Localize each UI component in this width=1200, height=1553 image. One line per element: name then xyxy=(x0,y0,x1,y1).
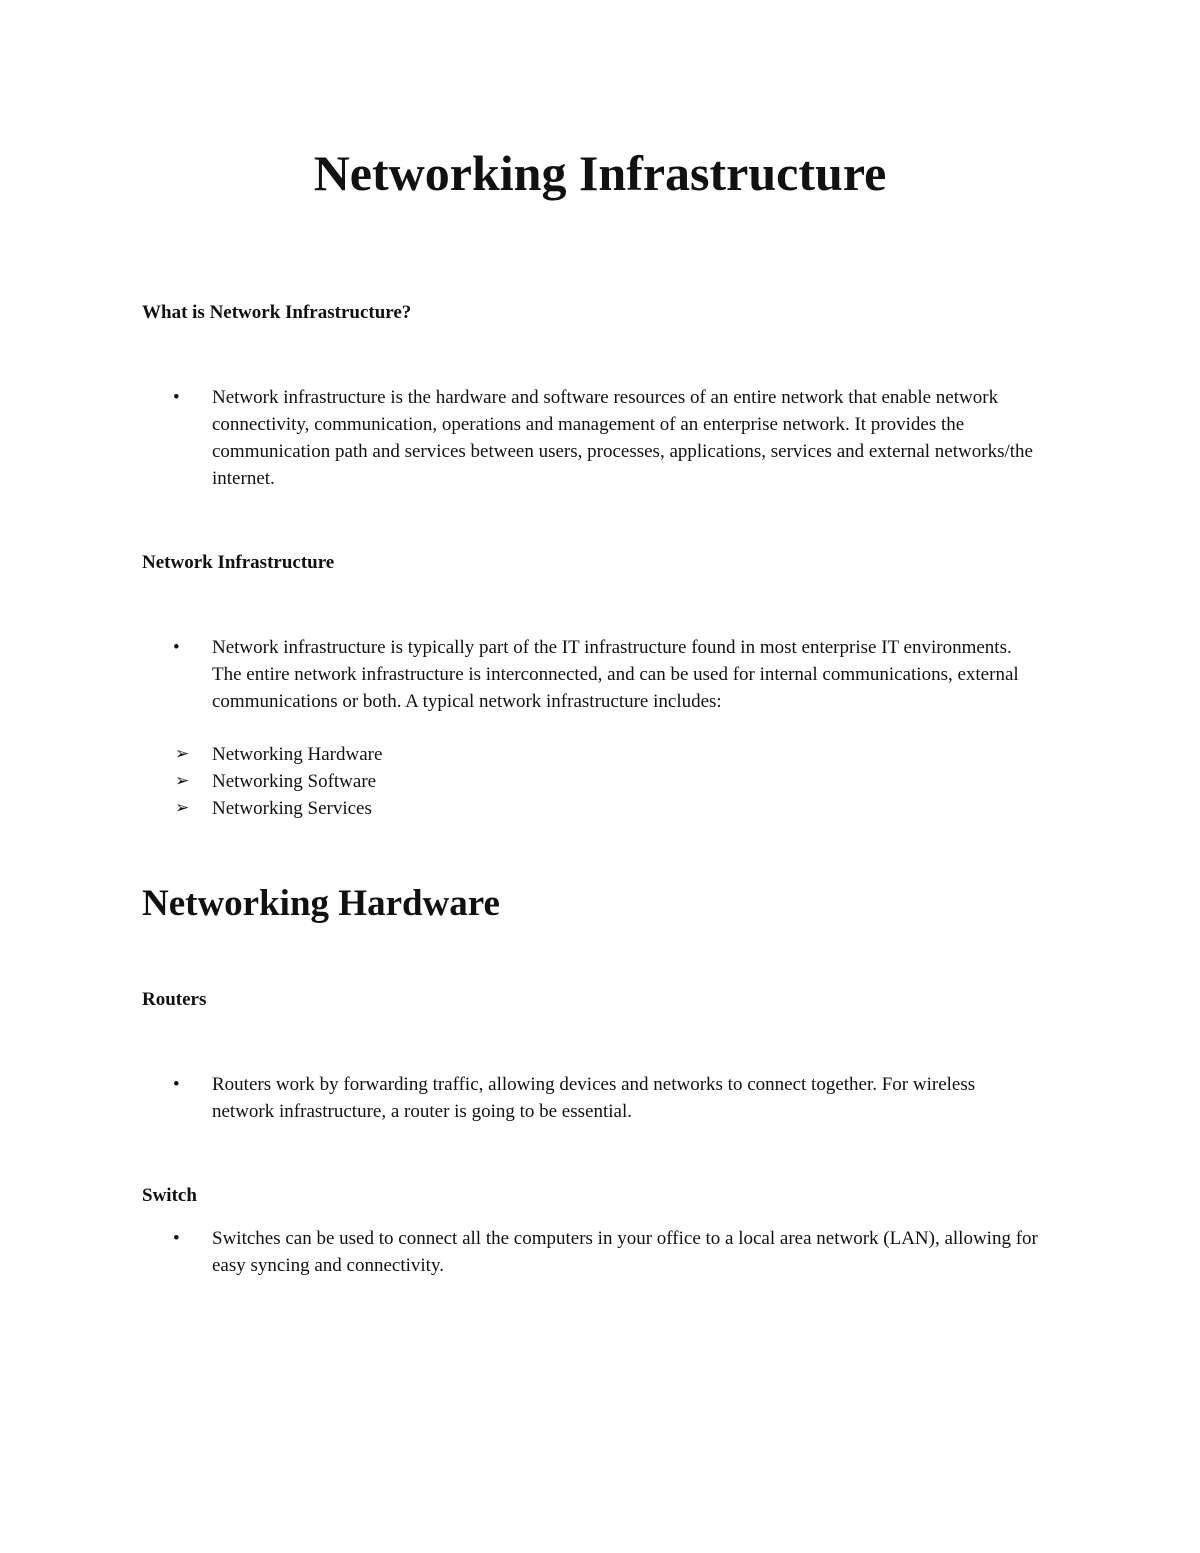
list-item xyxy=(142,795,1042,822)
bullet-icon: • xyxy=(173,1228,180,1249)
heading-what-is-network-infrastructure: What is Network Infrastructure? xyxy=(142,302,412,323)
list-item xyxy=(142,1225,1042,1279)
arrow-list-components xyxy=(142,741,1042,822)
section-title-networking-hardware: Networking Hardware xyxy=(142,883,500,924)
bullet-icon: • xyxy=(173,1074,180,1095)
bullet-list-section2 xyxy=(142,634,1042,715)
list-item-text: Networking Services xyxy=(212,798,372,819)
list-item-text: Network infrastructure is typically part of the IT infrastructure found in most enterprise IT environments. The entire network infrastructure is interconnected, and can be used for internal communications, external communications or both. A typical network infrastructure includes: xyxy=(212,637,1019,712)
heading-switch: Switch xyxy=(142,1185,197,1206)
list-item-text: Networking Software xyxy=(212,771,377,792)
bullet-icon: • xyxy=(173,637,180,658)
list-item xyxy=(142,384,1042,492)
list-item-text: Network infrastructure is the hardware and software resources of an entire network that enable network connectivity, communication, operations and management of an enterprise network. It provides the communication path and services between users, processes, applications, services and external networks/the internet. xyxy=(212,387,1033,489)
list-item xyxy=(142,768,1042,795)
arrow-bullet-icon: ➢ xyxy=(175,798,190,818)
bullet-list-switch xyxy=(142,1225,1042,1279)
list-item xyxy=(142,634,1042,715)
bullet-icon: • xyxy=(173,387,180,408)
document-title: Networking Infrastructure xyxy=(313,145,887,201)
list-item-text: Networking Hardware xyxy=(212,744,383,765)
arrow-bullet-icon: ➢ xyxy=(175,771,190,791)
bullet-list-routers xyxy=(142,1071,1042,1125)
list-item xyxy=(142,741,1042,768)
heading-network-infrastructure: Network Infrastructure xyxy=(142,552,335,573)
heading-routers: Routers xyxy=(142,989,207,1010)
list-item-text: Switches can be used to connect all the computers in your office to a local area network (LAN), allowing for easy syncing and connectivity. xyxy=(212,1228,1038,1276)
list-item-text: Routers work by forwarding traffic, allowing devices and networks to connect together. For wireless network infrastructure, a router is going to be essential. xyxy=(212,1074,976,1122)
list-item xyxy=(142,1071,1042,1125)
bullet-list-section1 xyxy=(142,384,1042,492)
arrow-bullet-icon: ➢ xyxy=(175,744,190,764)
